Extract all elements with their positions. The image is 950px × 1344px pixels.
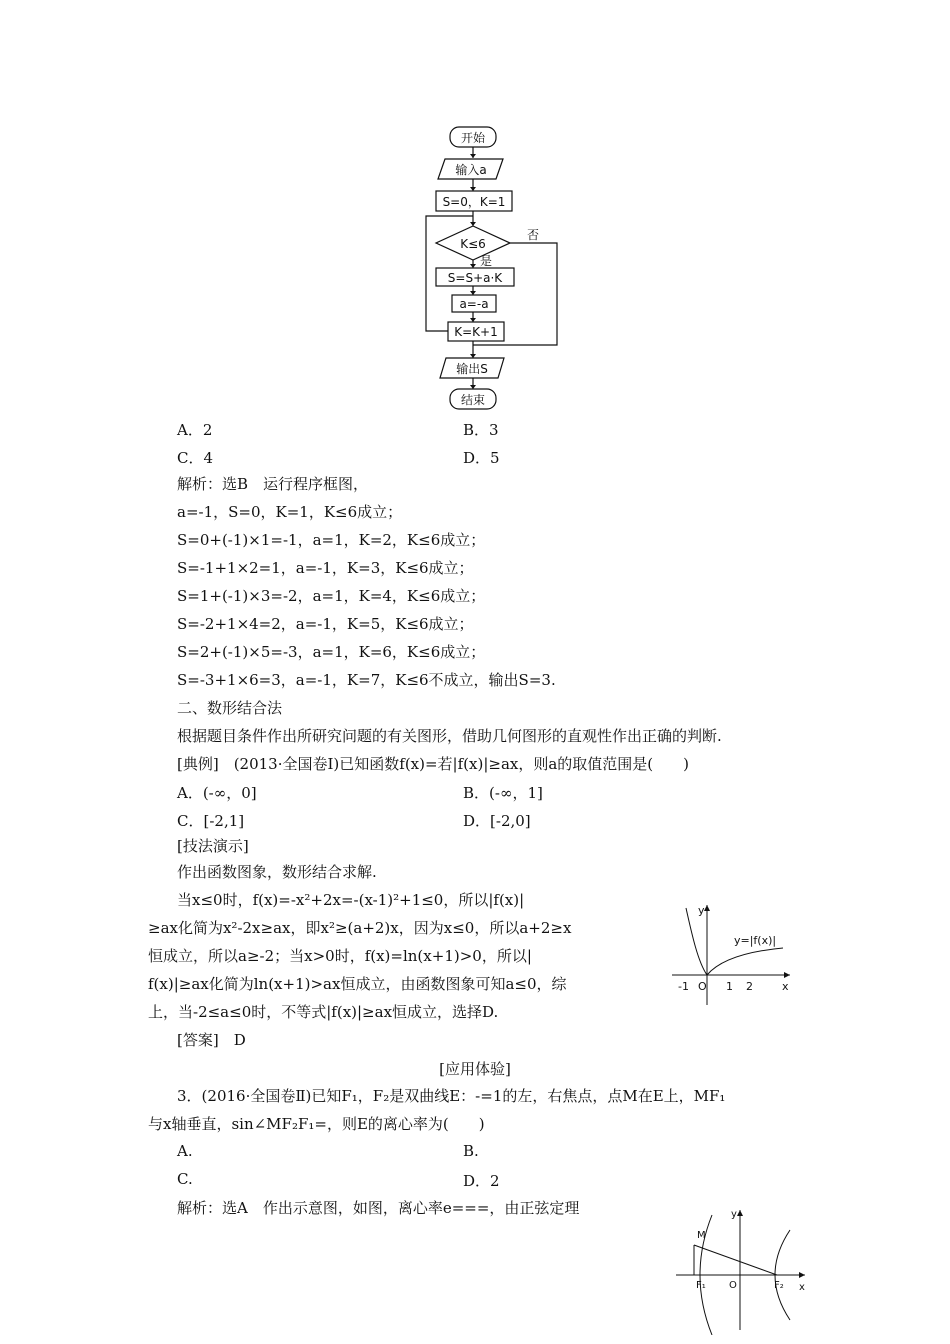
- section-desc: 根据题目条件作出所研究问题的有关图形，借助几何图形的直观性作出正确的判断.: [177, 727, 722, 745]
- flow-no-label: 否: [526, 228, 540, 242]
- technique-text: 上，当-2≤a≤0时，不等式|f(x)|≥ax恒成立，选择D.: [148, 1003, 499, 1021]
- q3-option-b: B.: [463, 1142, 479, 1160]
- flow-step1-label: S=S+a·K: [447, 271, 503, 285]
- solution-intro: 解析：选B 运行程序框图，: [177, 475, 369, 493]
- diagram-x-label: x: [799, 1282, 805, 1293]
- graph-label: y=|f(x)|: [734, 934, 777, 947]
- graph-x-axis-label: x: [782, 980, 789, 993]
- diagram-focus-1: F₁: [696, 1280, 706, 1291]
- flow-start-label: 开始: [460, 131, 486, 145]
- graph-tick: 2: [746, 980, 753, 993]
- example-option-b: B．(-∞，1]: [463, 784, 543, 802]
- flowchart: [400, 120, 600, 420]
- flow-step2-label: a=-a: [459, 297, 489, 311]
- practice-heading: [应用体验]: [439, 1060, 511, 1078]
- option-c: C．4: [177, 449, 214, 467]
- solution-step: S=-1+1×2=1，a=-1，K=3，K≤6成立；: [177, 559, 474, 577]
- solution-step: S=-2+1×4=2，a=-1，K=5，K≤6成立；: [177, 615, 474, 633]
- graph-tick: 1: [726, 980, 733, 993]
- solution-step: S=-3+1×6=3，a=-1，K=7，K≤6不成立，输出S=3.: [177, 671, 556, 689]
- flow-output-label: 输出S: [456, 362, 488, 376]
- diagram-focus-2: F₂: [774, 1280, 784, 1291]
- diagram-origin: O: [729, 1280, 737, 1291]
- flow-init-label: S=0，K=1: [442, 195, 506, 209]
- flow-end-label: 结束: [460, 393, 486, 407]
- technique-text: 恒成立，所以a≥-2；当x>0时，f(x)=ln(x+1)>0，所以|: [148, 947, 532, 965]
- technique-text: 当x≤0时，f(x)=-x²+2x=-(x-1)²+1≤0，所以|f(x)|: [177, 891, 525, 909]
- function-graph: [670, 900, 795, 1010]
- q3-option-d: D．2: [463, 1172, 500, 1190]
- flow-yes-label: 是: [479, 254, 493, 268]
- technique-text: 作出函数图象，数形结合求解.: [177, 863, 377, 881]
- option-d: D．5: [463, 449, 500, 467]
- technique-text: f(x)|≥ax化简为ln(x+1)>ax恒成立，由函数图象可知a≤0，综: [148, 975, 567, 993]
- section-heading: 二、数形结合法: [177, 699, 283, 717]
- graph-y-axis-label: y: [698, 904, 705, 917]
- hyperbola-diagram: [672, 1205, 812, 1335]
- solution-step: a=-1，S=0，K=1，K≤6成立；: [177, 503, 403, 521]
- solution-step: S=0+(-1)×1=-1，a=1，K=2，K≤6成立；: [177, 531, 486, 549]
- graph-tick: -1: [678, 980, 689, 993]
- flow-input-label: 输入a: [455, 163, 487, 177]
- solution-step: S=1+(-1)×3=-2，a=1，K=4，K≤6成立；: [177, 587, 486, 605]
- q3-option-a: A.: [177, 1142, 193, 1160]
- flow-condition-label: K≤6: [460, 237, 486, 251]
- technique-heading: [技法演示]: [177, 837, 249, 855]
- flow-step3-label: K=K+1: [454, 325, 498, 339]
- question-3-cont: 与x轴垂直，sin∠MF₂F₁=，则E的离心率为( ): [148, 1115, 485, 1133]
- solution-step: S=2+(-1)×5=-3，a=1，K=6，K≤6成立；: [177, 643, 486, 661]
- example-option-d: D．[-2,0]: [463, 812, 531, 830]
- example-question: [典例] (2013·全国卷Ⅰ)已知函数f(x)=若|f(x)|≥ax，则a的取值范围是( ): [177, 755, 690, 773]
- question-3: 3．(2016·全国卷Ⅱ)已知F₁，F₂是双曲线E：-=1的左，右焦点，点M在E上，MF₁: [177, 1087, 726, 1105]
- technique-text: ≥ax化简为x²-2x≥ax，即x²≥(a+2)x，因为x≤0，所以a+2≥x: [148, 919, 572, 937]
- answer-text: [答案] D: [177, 1031, 246, 1049]
- option-a: A．2: [177, 421, 213, 439]
- q3-option-c: C.: [177, 1170, 193, 1188]
- diagram-point-m: M: [697, 1230, 706, 1241]
- q3-solution: 解析：选A 作出示意图，如图，离心率e===，由正弦定理: [177, 1199, 580, 1217]
- example-option-a: A．(-∞，0]: [177, 784, 257, 802]
- option-b: B．3: [463, 421, 499, 439]
- graph-origin: O: [698, 980, 707, 993]
- diagram-y-label: y: [731, 1209, 737, 1220]
- example-option-c: C．[-2,1]: [177, 812, 245, 830]
